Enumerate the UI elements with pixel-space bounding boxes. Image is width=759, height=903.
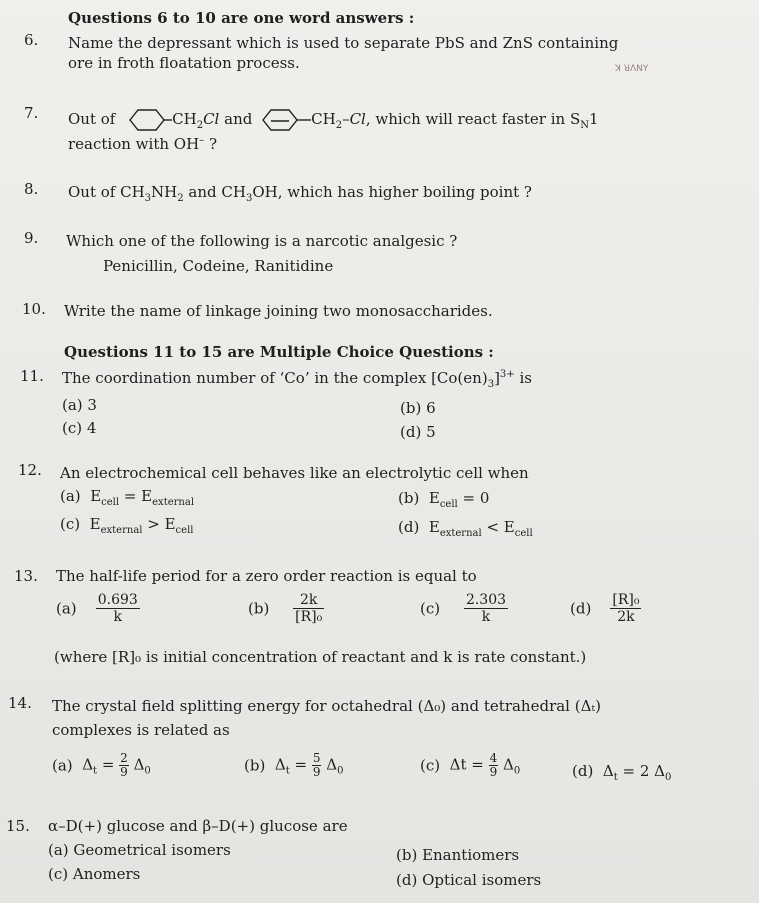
q14-option-c: (c) Δt = $\frac{4}{9}$ $\Delta_0$ — [420, 751, 521, 779]
q14-number: 14. — [8, 694, 32, 712]
q10-number: 10. — [22, 300, 46, 318]
q14-line2: complexes is related as — [52, 721, 230, 739]
q13-option-a: (a) $\frac{0.693}{k}$ — [56, 592, 138, 625]
q7-line1: Out of $CH_2Cl$ and $CH_2-Cl$, which will react faster in $S_N1$ — [68, 107, 599, 133]
q12-option-d: (d) $E_{external} < E_{cell}$ — [398, 518, 533, 539]
q6-number: 6. — [24, 31, 39, 49]
q11-option-d: (d) 5 — [400, 423, 436, 441]
section-header-one-word: Questions 6 to 10 are one word answers : — [68, 9, 415, 27]
q9-options: Penicillin, Codeine, Ranitidine — [103, 257, 334, 275]
q10-text: Write the name of linkage joining two monosaccharides. — [64, 302, 493, 320]
pencil-scribble: ꓘ ꓤꓥꓠꓬ — [615, 64, 649, 74]
q9-number: 9. — [24, 229, 39, 247]
q14-line1: The crystal field splitting energy for octahedral (Δ₀) and tetrahedral (Δₜ) — [52, 697, 601, 715]
q12-text: An electrochemical cell behaves like an electrolytic cell when — [60, 464, 529, 482]
q12-option-a: (a) $E_{cell} = E_{external}$ — [60, 487, 195, 508]
q14-option-a: (a) $\Delta_t$ = $\frac{2}{9}$ $\Delta_0$ — [52, 751, 151, 779]
q11-text: The coordination number of ‘Co’ in the complex $[Co(en)_3]^{3+}$ is — [62, 369, 532, 390]
q12-option-b: (b) $E_{cell} = 0$ — [398, 489, 490, 510]
q14-option-d: (d) $\Delta_t = 2$ $\Delta_0$ — [572, 762, 672, 783]
section-header-mcq: Questions 11 to 15 are Multiple Choice Questions : — [64, 343, 494, 361]
q14-option-b: (b) $\Delta_t$ = $\frac{5}{9}$ $\Delta_0$ — [244, 751, 344, 779]
q13-option-d: (d) $\frac{\text{[R]₀}}{2k}$ — [570, 592, 640, 625]
q13-number: 13. — [14, 567, 38, 585]
q6-line2: ore in froth floatation process. — [68, 54, 300, 72]
q11-option-c: (c) 4 — [62, 419, 97, 437]
q13-note: (where [R]₀ is initial concentration of reactant and k is rate constant.) — [54, 648, 587, 666]
cyclohexane-icon — [120, 107, 172, 133]
q12-number: 12. — [18, 461, 42, 479]
q15-option-d: (d) Optical isomers — [396, 871, 542, 889]
q8-number: 8. — [24, 180, 39, 198]
q9-line1: Which one of the following is a narcotic analgesic ? — [66, 232, 458, 250]
q11-option-a: (a) 3 — [62, 396, 97, 414]
benzene-icon — [257, 107, 311, 133]
q15-option-a: (a) Geometrical isomers — [48, 841, 231, 859]
q11-option-b: (b) 6 — [400, 399, 436, 417]
q7-number: 7. — [24, 104, 39, 122]
q15-option-b: (b) Enantiomers — [396, 846, 520, 864]
q13-option-c: (c) $\frac{2.303}{k}$ — [420, 592, 507, 625]
q12-option-c: (c) $E_{external} > E_{cell}$ — [60, 515, 194, 536]
q6-line1: Name the depressant which is used to separate PbS and ZnS containing — [68, 34, 619, 52]
q13-option-b: (b) $\frac{2k}{\text{[R]₀}}$ — [248, 592, 323, 625]
q15-number: 15. — [6, 817, 30, 835]
q15-option-c: (c) Anomers — [48, 865, 141, 883]
q15-text: α–D(+) glucose and β–D(+) glucose are — [48, 817, 348, 835]
q8-text: Out of $CH_3NH_2$ and $CH_3OH$, which has higher boiling point ? — [68, 183, 532, 204]
q7-line2: reaction with OH– ? — [68, 135, 217, 153]
q13-text: The half-life period for a zero order reaction is equal to — [56, 567, 477, 585]
q11-number: 11. — [20, 367, 44, 385]
